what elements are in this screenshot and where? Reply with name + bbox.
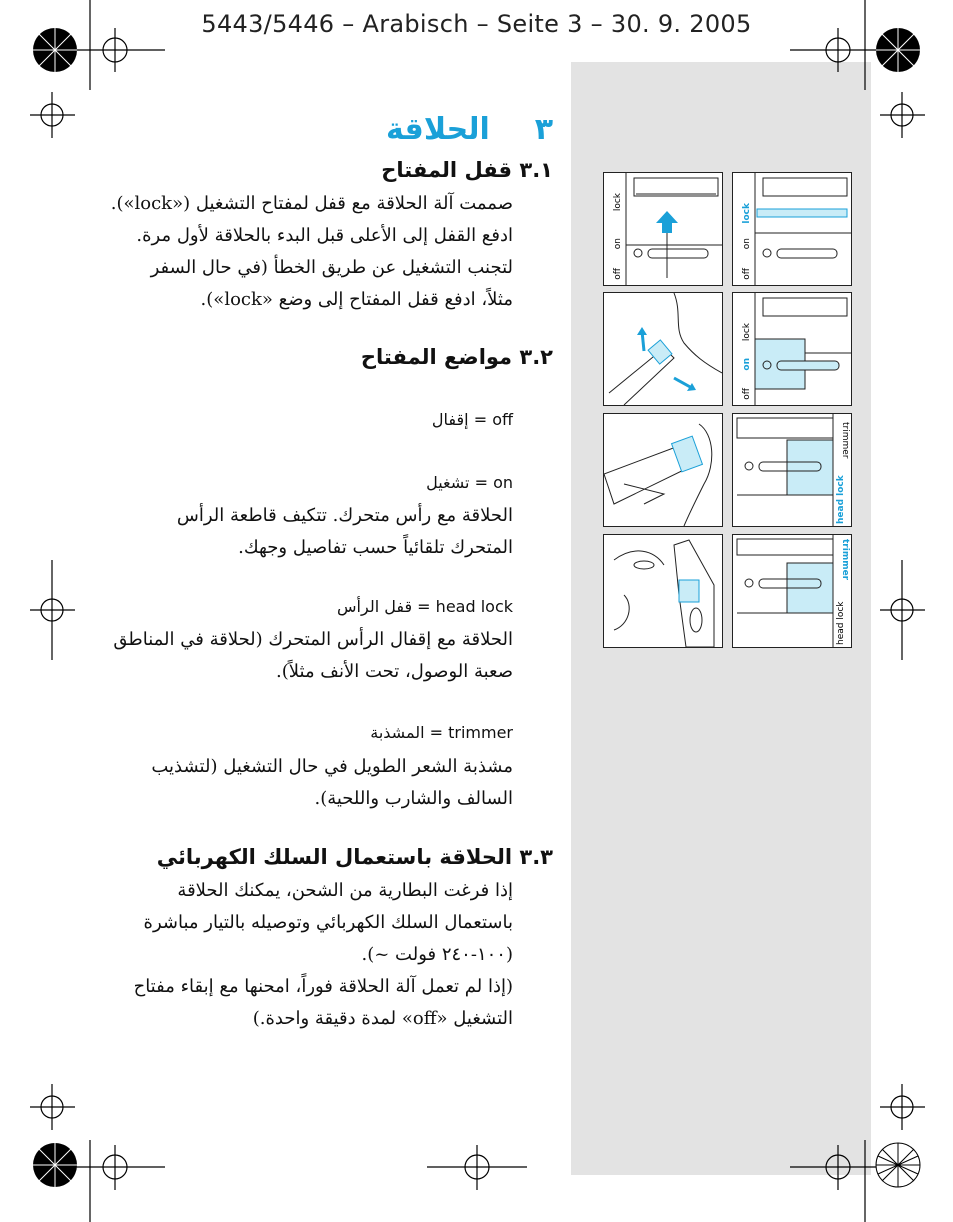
label-lock: lock <box>613 193 623 212</box>
section-title-text: الحلاقة <box>385 112 490 147</box>
section-title <box>386 112 553 147</box>
label-on: on <box>742 238 752 250</box>
text-line: (إذا لم تعمل آلة الحلاقة فوراً، امحنها مع إبقاء مفتاح <box>133 976 513 997</box>
text-line: لتجنب التشغيل عن طريق الخطأ (في حال السفر <box>150 257 513 278</box>
position-trimmer: trimmer = المشذبة <box>370 723 513 742</box>
label-on: on <box>742 358 752 371</box>
position-head-lock: head lock = قفل الرأس <box>337 597 513 616</box>
text-line: باستعمال السلك الكهربائي وتوصيله بالتيار مباشرة <box>143 912 513 933</box>
arrow-down-icon <box>674 378 692 388</box>
section-number: ٣ <box>534 112 553 147</box>
text-line: المتحرك تلقائياً حسب تفاصيل وجهك. <box>238 537 513 558</box>
figure-shaving-neck <box>603 292 723 406</box>
position-trimmer-description <box>83 751 513 815</box>
position-on-description <box>83 500 513 564</box>
label-trimmer: trimmer <box>840 539 850 581</box>
text-line: مثلاً، ادفع قفل المفتاح إلى وضع «lock»). <box>200 289 513 310</box>
figure-lock-switch <box>603 172 723 286</box>
text-line: السالف والشارب واللحية). <box>314 788 513 809</box>
position-head-lock-description <box>83 624 513 688</box>
figure-lock-position <box>732 172 852 286</box>
label-lock: lock <box>742 203 752 224</box>
text-line: صممت آلة الحلاقة مع قفل لمفتاح التشغيل («lock»). <box>110 193 513 214</box>
figure-head-lock-position <box>732 413 852 527</box>
arrow-up-icon <box>656 211 678 233</box>
text-line: التشغيل «off» لمدة دقيقة واحدة.) <box>252 1008 513 1029</box>
paragraph-3-1 <box>83 188 513 316</box>
heading-3-3: ٣.٣ الحلاقة باستعمال السلك الكهربائي <box>156 845 553 869</box>
figure-head-lock-use <box>603 413 723 527</box>
text-line: الحلاقة مع رأس متحرك. تتكيف قاطعة الرأس <box>176 505 513 526</box>
text-line: مشذبة الشعر الطويل في حال التشغيل (لتشذيب <box>151 756 513 777</box>
text-line: ادفع القفل إلى الأعلى قبل البدء بالحلاقة لأول مرة. <box>136 225 513 246</box>
label-head-lock: head lock <box>836 601 846 645</box>
position-on: on = تشغيل <box>426 473 513 492</box>
label-off: off <box>742 388 752 400</box>
text-line: (١٠٠-٢٤٠ فولت ~). <box>361 944 513 965</box>
heading-3-1: ٣.١ قفل المفتاح <box>381 158 553 182</box>
heading-3-2: ٣.٢ مواضع المفتاح <box>360 345 553 369</box>
label-off: off <box>613 268 623 280</box>
label-head-lock: head lock <box>836 475 846 524</box>
label-on: on <box>613 238 623 250</box>
label-trimmer: trimmer <box>840 422 850 459</box>
figure-trimmer-position <box>732 534 852 648</box>
text-line: الحلاقة مع إقفال الرأس المتحرك (لحلاقة في المناطق <box>113 629 513 650</box>
page-header: 5443/5446 – Arabisch – Seite 3 – 30. 9. 2005 <box>201 10 752 38</box>
figure-on-position <box>732 292 852 406</box>
paragraph-3-3 <box>83 875 513 1035</box>
position-off: off = إقفال <box>431 410 513 429</box>
figure-trimmer-use <box>603 534 723 648</box>
label-lock: lock <box>742 323 752 342</box>
text-line: إذا فرغت البطارية من الشحن، يمكنك الحلاقة <box>177 880 513 901</box>
label-off: off <box>742 268 752 280</box>
text-line: صعبة الوصول، تحت الأنف مثلاً). <box>276 661 513 682</box>
